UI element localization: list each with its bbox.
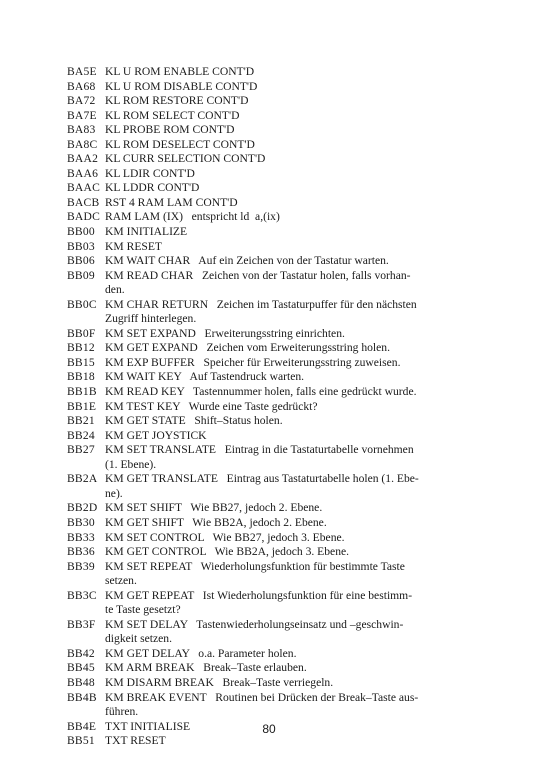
entry-row [67, 472, 489, 501]
entry-address: BB15 [67, 355, 95, 369]
entry-address: BB36 [67, 545, 95, 559]
entry-row [67, 560, 489, 589]
entry-address: BA83 [67, 123, 96, 137]
entry-description: KM EXP BUFFER Speicher für Erweiterungsstring zuweisen. [105, 355, 401, 369]
entry-description: KM SET SHIFT Wie BB27, jedoch 2. Ebene. [105, 501, 323, 515]
entry-address: BB39 [67, 559, 95, 573]
entry-address: BACB [67, 195, 100, 209]
entry-row [67, 385, 489, 400]
entry-address: BA8C [67, 137, 98, 151]
entry-description: KM INITIALIZE [105, 225, 188, 239]
entry-address: BB48 [67, 675, 95, 689]
entry-address: BADC [67, 210, 101, 224]
entry-description: KL U ROM ENABLE CONT'D [105, 65, 255, 78]
entry-description: KM SET EXPAND Erweiterungsstring einrichten. [105, 326, 345, 340]
entry-row [67, 400, 489, 415]
entry-row [67, 196, 489, 211]
entry-address: BB0C [67, 297, 97, 311]
entry-row [67, 80, 489, 95]
entry-row [67, 269, 489, 298]
entry-address: BB1B [67, 385, 97, 399]
entry-row [67, 545, 489, 560]
entry-address: BB03 [67, 239, 95, 253]
entry-row [67, 618, 489, 647]
entry-address: BAA2 [67, 152, 99, 166]
entry-address: BA7E [67, 108, 97, 122]
entry-row [67, 152, 489, 167]
entry-row [67, 647, 489, 662]
entry-description: KL ROM SELECT CONT'D [105, 108, 240, 122]
entry-row [67, 65, 489, 80]
entry-row [67, 531, 489, 546]
entry-row [67, 181, 489, 196]
entry-row [67, 516, 489, 531]
entry-description: KM WAIT CHAR Auf ein Zeichen von der Tastatur warten. [105, 254, 389, 268]
entry-address: BB3F [67, 617, 96, 631]
entry-address: BB2A [67, 472, 98, 486]
entry-row [67, 123, 489, 138]
entry-description: TXT INITIALISE [105, 719, 191, 733]
entry-row [67, 240, 489, 255]
entry-row [67, 254, 489, 269]
entry-row [67, 501, 489, 516]
entry-description: KL LDIR CONT'D [105, 166, 195, 180]
entry-address: BB21 [67, 414, 95, 428]
entry-address: BB3C [67, 588, 97, 602]
entry-description: KL ROM RESTORE CONT'D [105, 94, 249, 108]
entry-row [67, 210, 489, 225]
entry-address: BB0F [67, 326, 96, 340]
entry-description: KM GET JOYSTICK [105, 428, 207, 442]
entry-address: BB24 [67, 428, 95, 442]
entry-row [67, 734, 489, 749]
entry-address: BB45 [67, 661, 95, 675]
entry-description: KM GET EXPAND Zeichen vom Erweiterungsstring holen. [105, 341, 390, 355]
entry-row [67, 661, 489, 676]
entry-description: KL CURR SELECTION CONT'D [105, 152, 266, 166]
entry-description: KL U ROM DISABLE CONT'D [105, 79, 258, 93]
entry-row [67, 414, 489, 429]
entry-description: KM GET DELAY o.a. Parameter holen. [105, 646, 297, 660]
entry-address: BB18 [67, 370, 95, 384]
entry-description: RAM LAM (IX) entspricht ld a,(ix) [105, 210, 280, 224]
entry-description: KM RESET [105, 239, 163, 253]
entry-row [67, 167, 489, 182]
entry-description: KM SET DELAY Tastenwiederholungseinsatz und –geschwin- digkeit setzen. [105, 617, 404, 646]
entry-description: KM READ KEY Tastennummer holen, falls eine gedrückt wurde. [105, 385, 417, 399]
page-number: 80 [262, 722, 276, 736]
entry-address: BB4B [67, 690, 97, 704]
entry-description: KM WAIT KEY Auf Tastendruck warten. [105, 370, 305, 384]
entry-description: KL ROM DESELECT CONT'D [105, 137, 255, 151]
entry-description: KM GET STATE Shift–Status holen. [105, 414, 283, 428]
entry-address: BB4E [67, 719, 97, 733]
entry-address: BB33 [67, 530, 95, 544]
entry-address: BB42 [67, 646, 95, 660]
entry-address: BB06 [67, 254, 95, 268]
entry-address: BAAC [67, 181, 101, 195]
entry-row [67, 138, 489, 153]
entry-row [67, 356, 489, 371]
entry-row [67, 676, 489, 691]
entry-description: KM GET CONTROL Wie BB2A, jedoch 3. Ebene. [105, 545, 350, 559]
entry-description: KM GET SHIFT Wie BB2A, jedoch 2. Ebene. [105, 515, 327, 529]
entry-row [67, 370, 489, 385]
entry-address: BB12 [67, 341, 95, 355]
entry-description: KM READ CHAR Zeichen von der Tastatur holen, falls vorhan- den. [105, 268, 411, 297]
entry-description: KM GET REPEAT Ist Wiederholungsfunktion für eine bestimm- te Taste gesetzt? [105, 588, 413, 617]
entry-address: BB1E [67, 399, 97, 413]
entry-row [67, 327, 489, 342]
entry-description: KM BREAK EVENT Routinen bei Drücken der Break–Taste aus- führen. [105, 690, 419, 719]
entry-address: BB2D [67, 501, 98, 515]
entry-address: BB09 [67, 268, 95, 282]
entry-description: KL PROBE ROM CONT'D [105, 123, 235, 137]
entry-description: KM DISARM BREAK Break–Taste verriegeln. [105, 675, 334, 689]
entry-address: BB51 [67, 734, 95, 748]
entry-description: KM GET TRANSLATE Eintrag aus Tastaturtabelle holen (1. Ebe- ne). [105, 472, 419, 500]
entry-address: BB30 [67, 515, 95, 529]
entry-address: BA72 [67, 94, 96, 108]
entry-description: KM SET CONTROL Wie BB27, jedoch 3. Ebene. [105, 530, 345, 544]
entry-description: RST 4 RAM LAM CONT'D [105, 195, 238, 209]
entry-address: BB00 [67, 225, 95, 239]
entry-row [67, 429, 489, 444]
entry-description: KM ARM BREAK Break–Taste erlauben. [105, 661, 307, 675]
entry-row [67, 341, 489, 356]
entry-description: KM TEST KEY Wurde eine Taste gedrückt? [105, 399, 318, 413]
entry-description: KM CHAR RETURN Zeichen im Tastaturpuffer für den nächsten Zugriff hinterlegen. [105, 297, 417, 326]
entry-address: BAA6 [67, 166, 99, 180]
entry-description: KL LDDR CONT'D [105, 181, 200, 195]
entry-row [67, 225, 489, 240]
entry-address: BA5E [67, 65, 97, 78]
entry-list [67, 65, 489, 749]
entry-address: BA68 [67, 79, 96, 93]
entry-row [67, 443, 489, 472]
entry-description: KM SET REPEAT Wiederholungsfunktion für bestimmte Taste setzen. [105, 559, 405, 588]
entry-description: KM SET TRANSLATE Eintrag in die Tastaturtabelle vornehmen (1. Ebene). [105, 443, 414, 471]
entry-address: BB27 [67, 443, 95, 457]
entry-row [67, 691, 489, 720]
entry-row [67, 109, 489, 124]
entry-row [67, 589, 489, 618]
entry-row [67, 298, 489, 327]
entry-row [67, 94, 489, 109]
entry-description: TXT RESET [105, 734, 166, 748]
